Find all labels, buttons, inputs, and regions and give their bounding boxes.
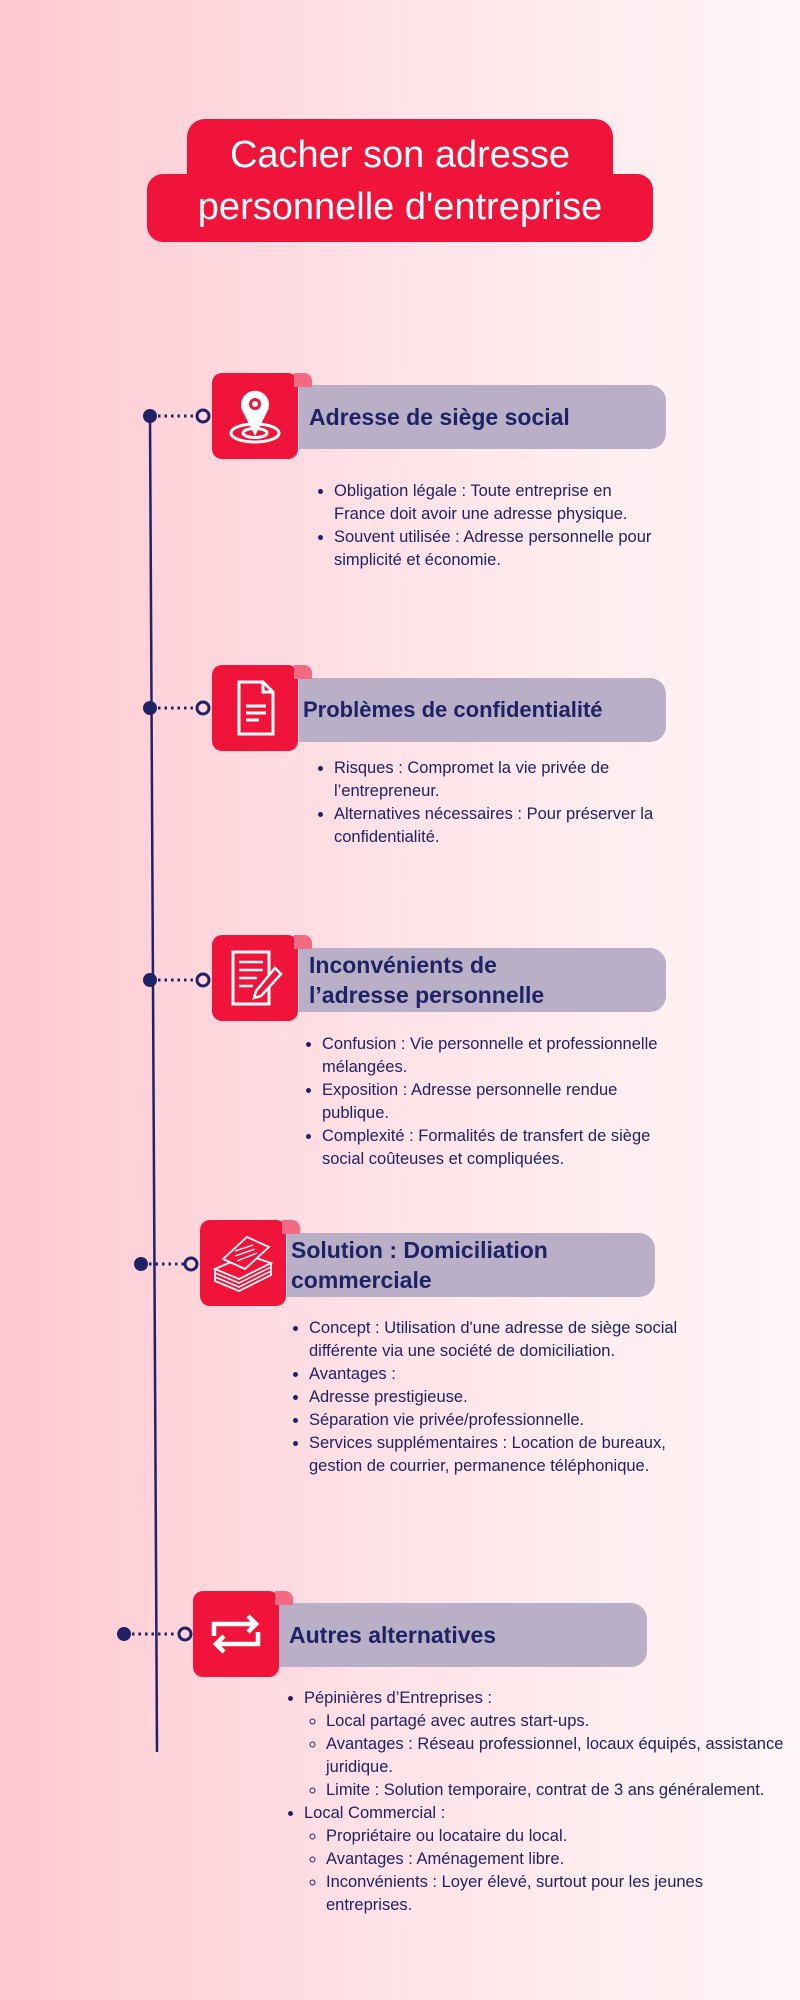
section-icon-box-5 xyxy=(193,1591,279,1677)
section-icon-box-4 xyxy=(200,1220,286,1306)
list-item: • Exposition : Adresse personnelle rendue publique. xyxy=(322,1079,682,1125)
heading-line-1: Solution : Domiciliation xyxy=(291,1237,548,1263)
sub-list-item: ◦ Avantages : Réseau professionnel, locaux équipés, assistance juridique. xyxy=(326,1733,784,1779)
list-item: • Alternatives nécessaires : Pour préserver la confidentialité. xyxy=(334,803,674,849)
list-item: • Complexité : Formalités de transfert de siège social coûteuses et compliquées. xyxy=(322,1125,682,1171)
section-icon-box-1 xyxy=(212,373,298,459)
timeline-connector-5 xyxy=(117,1627,191,1641)
paper-stack-icon xyxy=(213,1233,273,1293)
list-item-label: Local Commercial : xyxy=(304,1804,446,1822)
list-item: • Avantages : xyxy=(309,1363,699,1386)
section-bullets-4 xyxy=(291,1317,699,1478)
list-item: • Risques : Compromet la vie privée de l’entrepreneur. xyxy=(334,757,674,803)
sub-list-item: ◦ Inconvénients : Loyer élevé, surtout pour les jeunes entreprises. xyxy=(326,1871,784,1917)
section-heading-text: Adresse de siège social xyxy=(309,404,570,430)
list-item-label: Pépinières d’Entreprises : xyxy=(304,1689,493,1707)
icon-fold xyxy=(294,665,312,679)
repeat-arrows-icon xyxy=(206,1604,266,1664)
sub-list xyxy=(304,1825,784,1917)
section-heading-text: Autres alternatives xyxy=(289,1622,497,1648)
section-heading-text xyxy=(309,950,544,1010)
timeline-connector-3 xyxy=(143,973,209,987)
list-item: • Souvent utilisée : Adresse personnelle pour simplicité et économie. xyxy=(334,526,664,572)
section-heading-text xyxy=(291,1235,548,1295)
sub-list-item: ◦ Avantages : Aménagement libre. xyxy=(326,1848,784,1871)
sub-list xyxy=(304,1710,784,1802)
list-item xyxy=(304,1802,784,1917)
heading-line-1: Inconvénients de xyxy=(309,952,497,978)
location-pin-icon xyxy=(225,386,285,446)
icon-fold xyxy=(294,935,312,949)
icon-fold xyxy=(282,1220,300,1234)
section-bullets-1 xyxy=(316,480,664,572)
timeline-connector-4 xyxy=(134,1257,197,1271)
timeline-line xyxy=(150,416,157,1752)
heading-line-2: l’adresse personnelle xyxy=(309,982,545,1008)
section-icon-box-2 xyxy=(212,665,298,751)
timeline-connector-1 xyxy=(143,409,209,423)
timeline-connector-2 xyxy=(143,701,209,715)
section-bullets-3 xyxy=(304,1033,682,1171)
section-icon-box-3 xyxy=(212,935,298,1021)
title-line-1: Cacher son adresse xyxy=(229,134,571,176)
document-edit-icon xyxy=(225,948,285,1008)
title-line-2: personnelle d'entreprise xyxy=(197,186,603,228)
list-item: • Confusion : Vie personnelle et professionnelle mélangées. xyxy=(322,1033,682,1079)
section-heading-5 xyxy=(279,1603,647,1667)
heading-line-2: commerciale xyxy=(291,1267,432,1293)
list-item: • Adresse prestigieuse. xyxy=(309,1386,699,1409)
section-bullets-5 xyxy=(286,1687,784,1917)
section-heading-text: Problèmes de confidentialité xyxy=(303,697,603,722)
section-heading-3 xyxy=(299,948,666,1012)
list-item: • Obligation légale : Toute entreprise en France doit avoir une adresse physique. xyxy=(334,480,664,526)
document-icon xyxy=(225,678,285,738)
section-bullets-2 xyxy=(316,757,674,849)
sub-list-item: ◦ Limite : Solution temporaire, contrat de 3 ans généralement. xyxy=(326,1779,784,1802)
icon-fold xyxy=(275,1591,293,1605)
sub-list-item: ◦ Local partagé avec autres start-ups. xyxy=(326,1710,784,1733)
section-heading-1 xyxy=(299,385,666,449)
section-heading-2 xyxy=(299,678,666,742)
icon-fold xyxy=(294,373,312,387)
list-item xyxy=(304,1687,784,1802)
list-item: • Séparation vie privée/professionnelle. xyxy=(309,1409,699,1432)
list-item: • Concept : Utilisation d'une adresse de siège social différente via une société de domiciliation. xyxy=(309,1317,699,1363)
sub-list-item: ◦ Propriétaire ou locataire du local. xyxy=(326,1825,784,1848)
list-item: • Services supplémentaires : Location de bureaux, gestion de courrier, permanence téléphonique. xyxy=(309,1432,699,1478)
section-heading-4 xyxy=(287,1233,655,1297)
